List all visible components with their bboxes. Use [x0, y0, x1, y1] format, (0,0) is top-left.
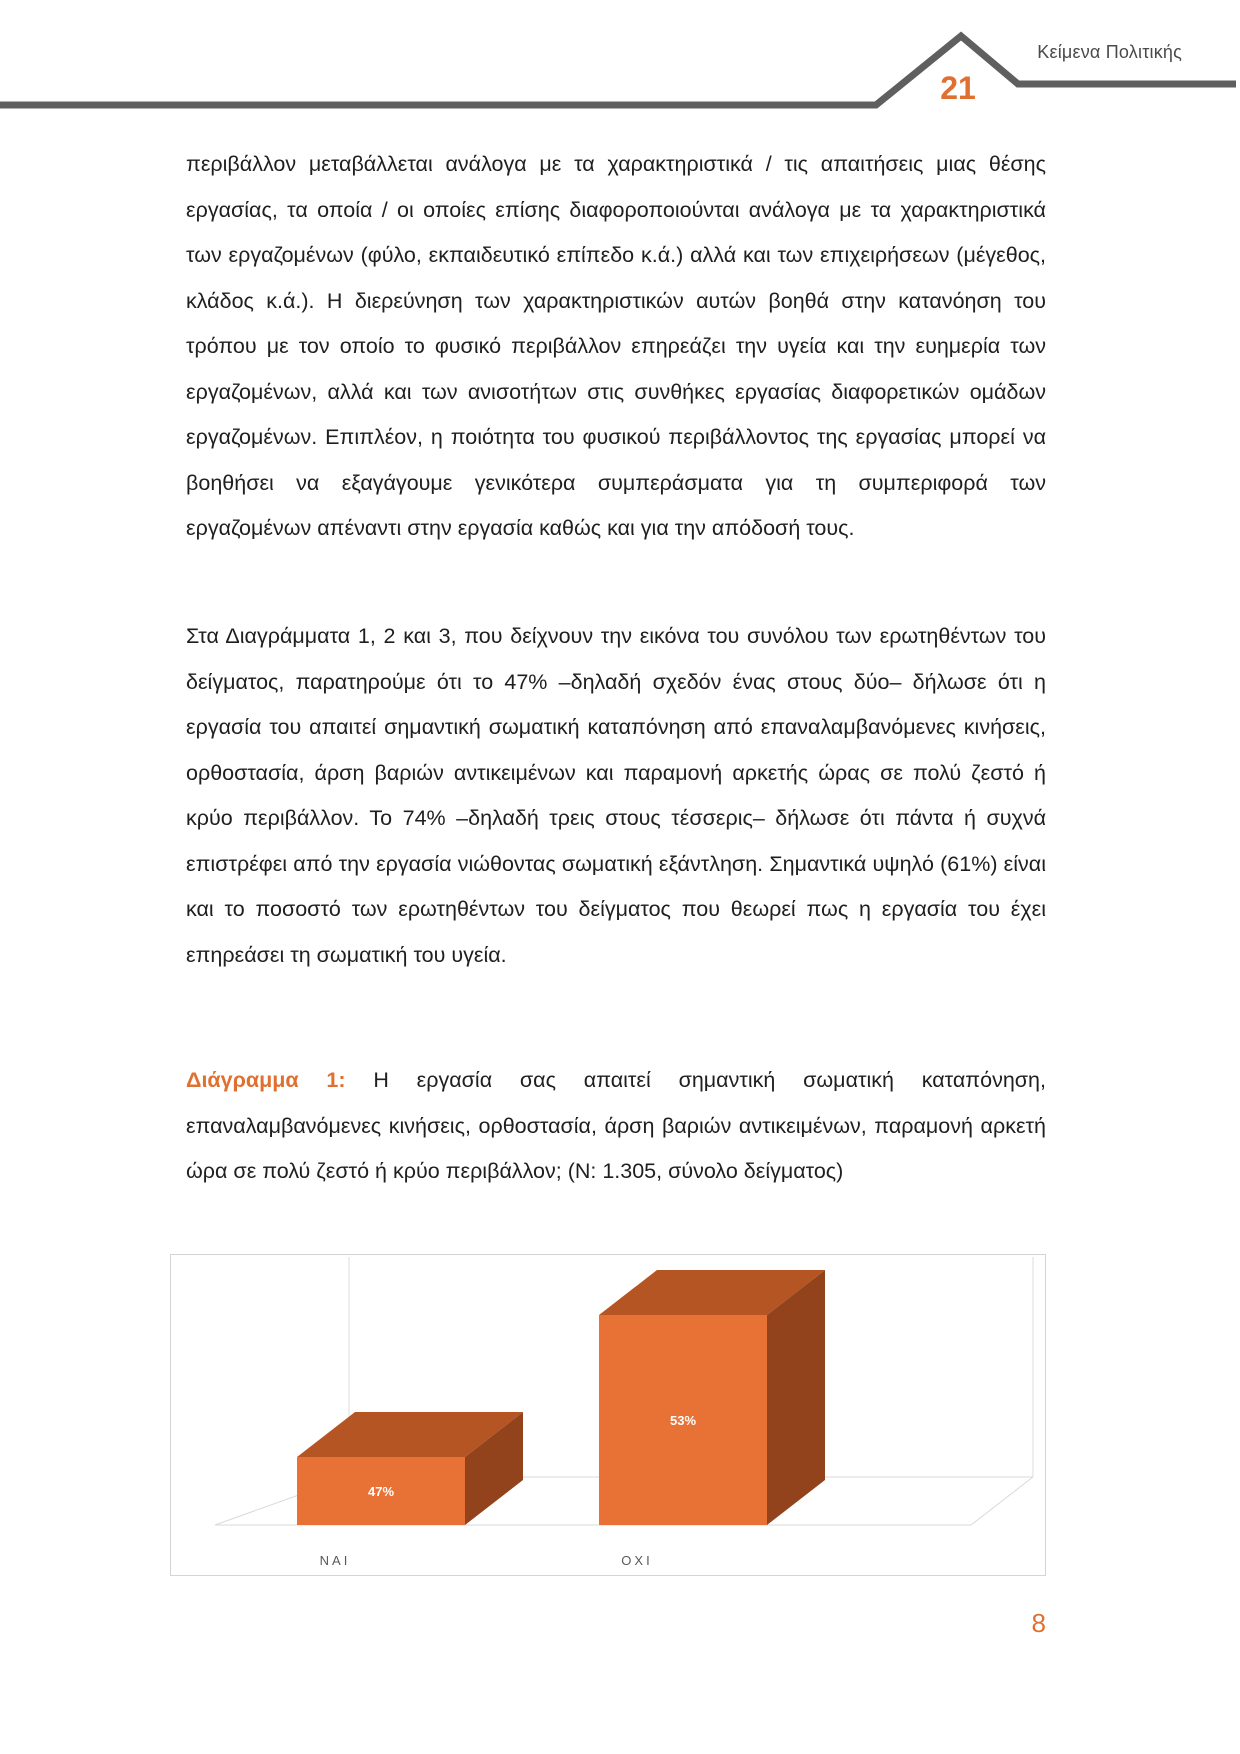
page-number: 8: [1031, 1608, 1046, 1638]
bar-chart: [171, 1255, 1047, 1577]
floor-right-edge: [971, 1477, 1033, 1525]
bar-ΝΑΙ: [297, 1412, 523, 1525]
body-paragraph-1: περιβάλλον μεταβάλλεται ανάλογα με τα χαρακτηριστικά / τις απαιτήσεις μιας θέσης εργασίας, τα οποία / οι οποίες επίσης διαφοροποιούνται ανάλογα με τα χαρακτηριστικά των εργαζομένων (φύλο, εκπαιδευτικό επίπεδο κ.ά.) αλλά και των επιχειρήσεων (μέγεθος, κλάδος κ.ά.). Η διερεύνηση των χαρακτηριστικών αυτών βοηθά στην κατανόηση του τρόπου με τον οποίο το φυσικό περιβάλλον επηρεάζει την υγεία και την ευημερία των εργαζομένων, αλλά και των ανισοτήτων στις συνθήκες εργασίας διαφορετικών ομάδων εργαζομένων. Επιπλέον, η ποιότητα του φυσικού περιβάλλοντος της εργασίας μπορεί να βοηθήσει να εξαγάγουμε γενικότερα συμπεράσματα για τη συμπεριφορά των εργαζομένων απέναντι στην εργασία καθώς και για την απόδοσή τους.: [186, 152, 1046, 540]
body-paragraph-2: Στα Διαγράμματα 1, 2 και 3, που δείχνουν την εικόνα του συνόλου των ερωτηθέντων του δείγματος, παρατηρούμε ότι το 47% –δηλαδή σχεδόν ένας στους δύο– δήλωσε ότι η εργασία του απαιτεί σημαντική σωματική καταπόνηση από επαναλαμβανόμενες κινήσεις, ορθοστασία, άρση βαριών αντικειμένων και παραμονή αρκετής ώρας σε πολύ ζεστό ή κρύο περιβάλλον. Το 74% –δηλαδή τρεις στους τέσσερις– δήλωσε ότι πάντα ή συχνά επιστρέφει από την εργασία νιώθοντας σωματική εξάντληση. Σημαντικά υψηλό (61%) είναι και το ποσοστό των ερωτηθέντων του δείγματος που θεωρεί πως η εργασία του έχει επηρεάσει τη σωματική του υγεία.: [186, 624, 1046, 967]
chart-frame: [170, 1254, 1046, 1576]
caption-text: Η εργασία σας απαιτεί σημαντική σωματική καταπόνηση, επαναλαμβανόμενες κινήσεις, ορθοστασία, άρση βαριών αντικειμένων, παραμονή αρκετή ώρα σε πολύ ζεστό ή κρύο περιβάλλον; (N: 1.305, σύνολο δείγματος): [186, 1068, 1046, 1183]
data-label: 53%: [669, 1413, 697, 1428]
figure-caption: [186, 1058, 1046, 1195]
series-title: Κείμενα Πολιτικής: [1037, 42, 1182, 62]
bar-ΟΧΙ: [599, 1270, 825, 1525]
category-label: ΟΧΙ: [621, 1553, 653, 1568]
caption-label: Διάγραμμα 1:: [186, 1068, 346, 1092]
data-label: 47%: [367, 1484, 395, 1499]
bar-side: [767, 1270, 825, 1525]
category-label: ΝΑΙ: [319, 1553, 351, 1568]
issue-number: 21: [940, 70, 976, 106]
